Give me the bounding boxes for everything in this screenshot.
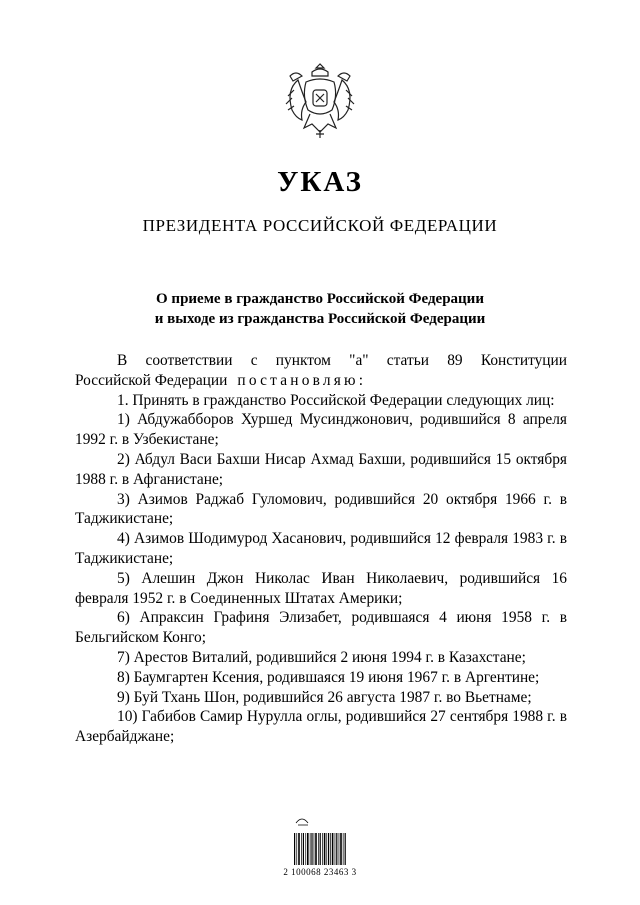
document-subtitle: ПРЕЗИДЕНТА РОССИЙСКОЙ ФЕДЕРАЦИИ — [142, 216, 498, 235]
list-item: 2) Абдул Васи Бахши Нисар Ахмад Бахши, родившийся 15 октября 1988 г. в Афганистане; — [75, 450, 567, 488]
heading-line-1: О приеме в гражданство Российской Федерации — [156, 291, 484, 307]
state-emblem-icon — [276, 56, 364, 144]
list-item: 5) Алешин Джон Николас Иван Николаевич, родившийся 16 февраля 1952 г. в Соединенных Штатах Америки; — [75, 569, 567, 607]
list-item: 7) Арестов Виталий, родившийся 2 июня 1994 г. в Казахстане; — [117, 648, 526, 666]
intro-line-2 — [75, 371, 567, 391]
intro-line-2-start: Российской Федерации — [75, 371, 228, 389]
list-item: 4) Азимов Шодимурод Хасанович, родившийся 12 февраля 1983 г. в Таджикистане; — [75, 530, 567, 567]
document-title: УКАЗ — [277, 166, 363, 198]
heading-line-2: и выходе из гражданства Российской Федерации — [154, 311, 486, 327]
intro-line-1: В соответствии с пунктом "а" статьи 89 Конституции — [117, 352, 567, 369]
list-item: 8) Баумгартен Ксения, родившаяся 19 июня 1967 г. в Аргентине; — [117, 668, 540, 686]
list-item: 10) Габибов Самир Нурулла оглы, родившийся 27 сентября 1988 г. в Азербайджане; — [75, 708, 567, 746]
decree-body — [75, 351, 567, 747]
clause-1: 1. Принять в гражданство Российской Федерации следующих лиц: — [117, 391, 555, 409]
list-item: 6) Апраксин Графиня Элизабет, родившаяся 4 июня 1958 г. в Бельгийском Конго; — [75, 609, 567, 647]
list-item: 9) Буй Тхань Шон, родившийся 26 августа 1987 г. во Вьетнаме; — [117, 688, 532, 706]
decree-heading — [0, 289, 640, 329]
decree-word: постановляю: — [237, 371, 367, 389]
barcode-icon — [294, 833, 346, 865]
list-item: 3) Азимов Раджаб Гуломович, родившийся 20 октября 1966 г. в Таджикистане; — [75, 490, 567, 528]
barcode-number: 2 100068 23463 3 — [283, 867, 357, 877]
printer-mark-icon — [296, 819, 308, 825]
list-item: 1) Абдужабборов Хуршед Мусинджонович, родившийся 8 апреля 1992 г. в Узбекистане; — [75, 411, 567, 449]
